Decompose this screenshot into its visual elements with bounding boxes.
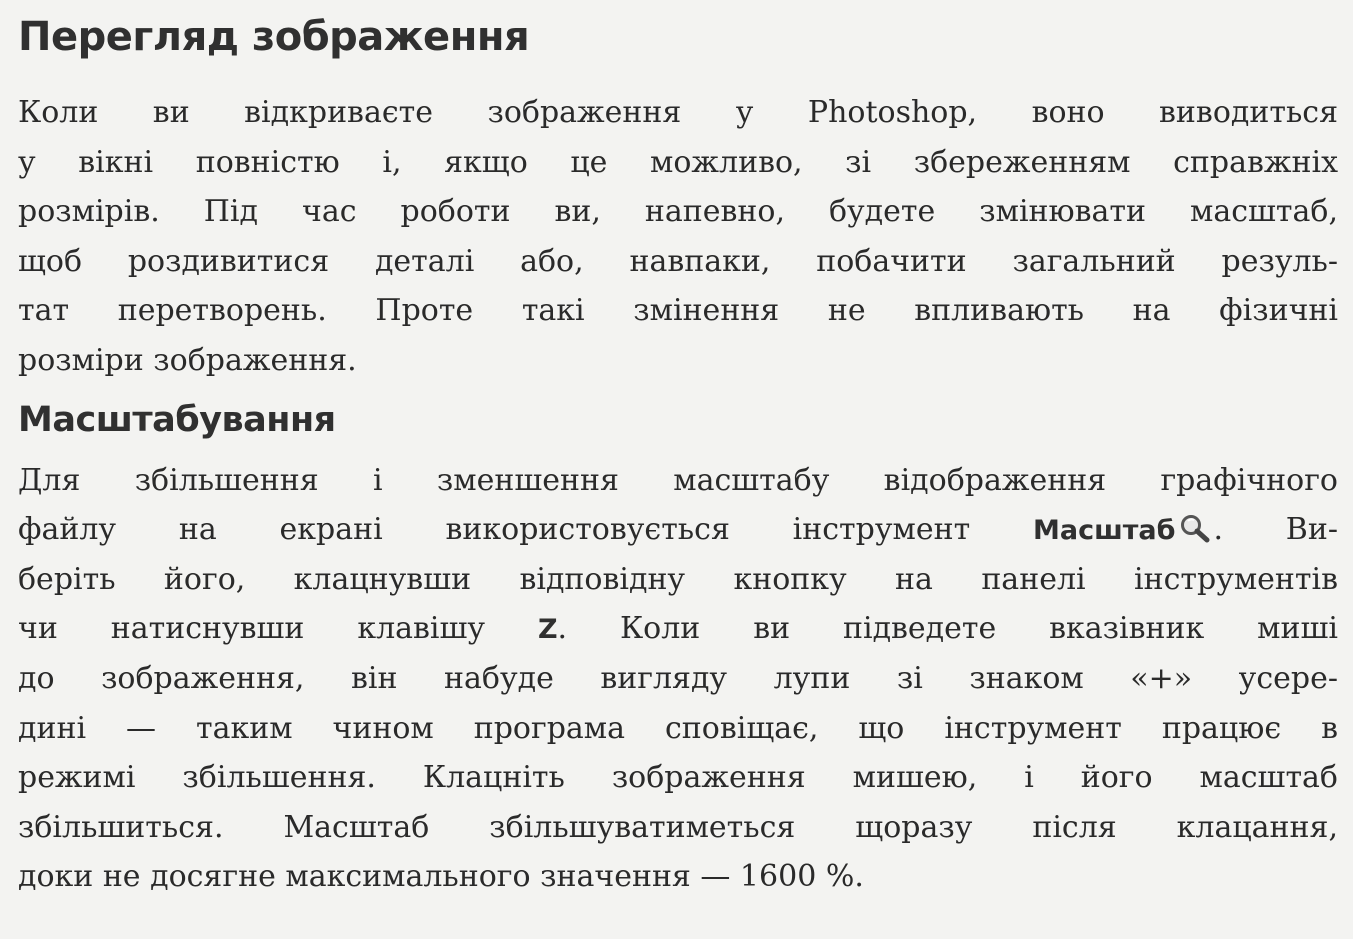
paragraph-line: збільшиться. Масштаб збільшуватиметься щоразу після клацання, <box>18 809 1338 845</box>
line-text: чи натиснувши клавішу <box>18 611 486 647</box>
paragraph-line <box>18 505 1338 555</box>
line-text: . Коли ви підведете вказівник миші <box>557 611 1338 647</box>
paragraph-line: розміри зображення. <box>18 342 357 378</box>
paragraph-line: щоб роздивитися деталі або, навпаки, побачити загальний резуль- <box>18 243 1338 279</box>
paragraph-line <box>18 604 1338 654</box>
line-text: файлу на екрані використовується інструмент <box>18 512 971 548</box>
zoom-paragraph <box>18 456 1338 902</box>
intro-paragraph <box>18 88 1338 386</box>
shortcut-key: Z <box>537 614 558 646</box>
tool-name: Масштаб <box>1032 515 1176 547</box>
paragraph-line: Для збільшення і зменшення масштабу відображення графічного <box>18 462 1338 498</box>
page-title: Перегляд зображення <box>18 14 530 60</box>
paragraph-line: дині — таким чином програма сповіщає, що інструмент працює в <box>18 710 1338 746</box>
paragraph-line: Коли ви відкриваєте зображення у Photoshop, воно виводиться <box>18 95 1338 130</box>
document-page <box>18 6 1338 902</box>
magnifier-icon <box>1179 509 1213 539</box>
paragraph-line: у вікні повністю і, якщо це можливо, зі збереженням справжніх <box>18 144 1338 180</box>
paragraph-line: розмірів. Під час роботи ви, напевно, будете змінювати масштаб, <box>18 194 1338 230</box>
paragraph-line: до зображення, він набуде вигляду лупи зі знаком «+» усере- <box>18 660 1338 696</box>
paragraph-line: режимі збільшення. Клацніть зображення мишею, і його масштаб <box>18 760 1338 796</box>
section-heading: Масштабування <box>18 399 336 440</box>
paragraph-line: тат перетворень. Проте такі змінення не впливають на фізичні <box>18 293 1338 329</box>
paragraph-line: беріть його, клацнувши відповідну кнопку на панелі інструментів <box>18 561 1338 597</box>
paragraph-line: доки не досягне максимального значення — 1600 %. <box>18 859 864 895</box>
line-text: . Ви- <box>1213 512 1338 548</box>
